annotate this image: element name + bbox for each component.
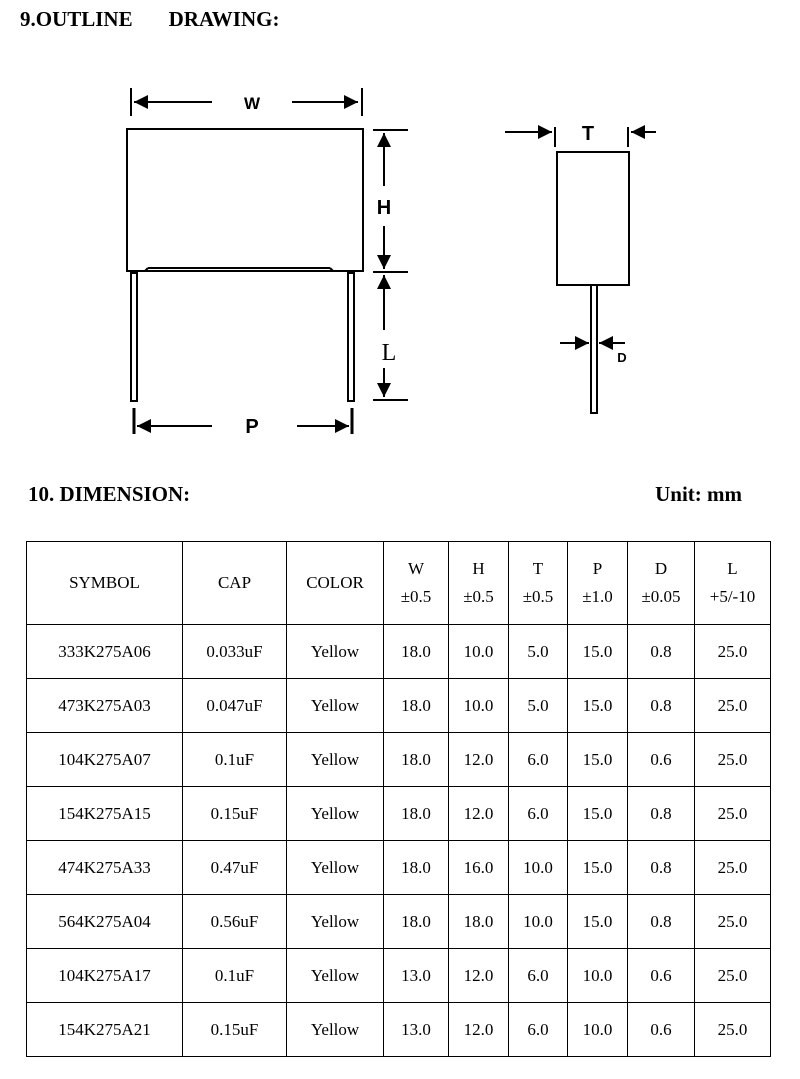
column-header-tolerance: ±1.0 [582,587,613,606]
table-row [27,733,771,787]
column-header-tolerance: ±0.5 [522,587,554,606]
table-cell: 10.0 [568,949,628,1003]
table-cell: 25.0 [695,787,771,841]
table-cell: 18.0 [384,679,449,733]
table-cell: 0.15uF [183,787,287,841]
table-row [27,625,771,679]
column-header-label: SYMBOL [69,573,140,592]
unit-label: Unit: mm [655,482,742,506]
dim-label-p: P [245,416,259,438]
column-header [384,542,449,625]
table-cell: 18.0 [384,733,449,787]
column-header [509,542,568,625]
column-header-label: D [654,559,668,578]
column-header-label: H [472,559,485,578]
table-cell: 18.0 [384,787,449,841]
table-cell: Yellow [287,679,384,733]
column-header-label: T [532,559,544,578]
table-cell: 0.6 [628,949,695,1003]
table-cell: 10.0 [568,1003,628,1057]
table-cell: 25.0 [695,949,771,1003]
column-header-tolerance: ±0.5 [400,587,432,606]
dim-label-l: L [381,340,397,366]
table-cell: 18.0 [384,895,449,949]
table-cell: 0.8 [628,841,695,895]
column-header-label: CAP [217,573,252,592]
table-cell: 0.6 [628,733,695,787]
table-cell: 12.0 [449,949,509,1003]
table-cell: 25.0 [695,679,771,733]
table-header-row [27,542,771,625]
column-header [695,542,771,625]
table-body [27,625,771,1057]
table-cell: 12.0 [449,787,509,841]
table-cell: Yellow [287,733,384,787]
table-cell: Yellow [287,1003,384,1057]
table-cell: 0.8 [628,895,695,949]
table-cell: 0.56uF [183,895,287,949]
outline-heading-word: DRAWING: [168,7,280,31]
table-cell: 104K275A07 [27,733,183,787]
front-view [127,88,408,434]
capacitor-body-front [127,129,363,271]
table-cell: 15.0 [568,625,628,679]
lead-right [348,273,354,401]
dim-label-d: D [617,350,627,365]
column-header [183,542,287,625]
column-header-label: COLOR [306,573,364,592]
table-cell: 10.0 [509,895,568,949]
table-cell: 6.0 [509,949,568,1003]
lead-side [591,285,597,413]
table-cell: 564K275A04 [27,895,183,949]
table-cell: 154K275A21 [27,1003,183,1057]
table-cell: 12.0 [449,1003,509,1057]
table-cell: 473K275A03 [27,679,183,733]
table-cell: 6.0 [509,1003,568,1057]
table-cell: 0.8 [628,625,695,679]
table-cell: 10.0 [449,625,509,679]
dim-label-h: H [376,197,392,219]
table-cell: 25.0 [695,1003,771,1057]
column-header [568,542,628,625]
table-cell: 5.0 [509,679,568,733]
table-cell: 0.8 [628,787,695,841]
table-cell: 15.0 [568,787,628,841]
table-cell: Yellow [287,787,384,841]
dimension-heading: 10. DIMENSION: [28,482,191,506]
table-row [27,679,771,733]
table-cell: 10.0 [509,841,568,895]
table-cell: 0.1uF [183,949,287,1003]
table-row [27,787,771,841]
table-cell: 13.0 [384,1003,449,1057]
column-header [27,542,183,625]
table-cell: 0.1uF [183,733,287,787]
table-cell: Yellow [287,625,384,679]
table-cell: Yellow [287,895,384,949]
table-cell: 333K275A06 [27,625,183,679]
table-cell: 0.6 [628,1003,695,1057]
table-cell: 13.0 [384,949,449,1003]
table-cell: 154K275A15 [27,787,183,841]
table-cell: 16.0 [449,841,509,895]
column-header-label: P [592,559,603,578]
table-row [27,949,771,1003]
column-header [628,542,695,625]
table-cell: 5.0 [509,625,568,679]
table-cell: 15.0 [568,679,628,733]
column-header-tolerance: ±0.5 [463,587,494,606]
table-cell: 0.8 [628,679,695,733]
table-cell: 474K275A33 [27,841,183,895]
outline-drawing [0,0,800,470]
side-view [505,127,656,413]
table-cell: 25.0 [695,733,771,787]
table-row [27,895,771,949]
column-header [287,542,384,625]
column-header-tolerance: ±0.05 [641,587,681,606]
table-cell: 25.0 [695,625,771,679]
table-cell: 18.0 [384,625,449,679]
column-header-label: L [727,559,738,578]
outline-heading-number: 9.OUTLINE [20,7,133,31]
table-cell: 25.0 [695,841,771,895]
column-header-tolerance: +5/-10 [709,587,756,606]
table-cell: 104K275A17 [27,949,183,1003]
table-cell: 6.0 [509,787,568,841]
table-cell: 15.0 [568,841,628,895]
table-cell: 12.0 [449,733,509,787]
table-cell: 15.0 [568,733,628,787]
table-cell: 6.0 [509,733,568,787]
dim-label-t: T [581,123,595,145]
table-cell: Yellow [287,841,384,895]
table-cell: Yellow [287,949,384,1003]
table-cell: 18.0 [384,841,449,895]
capacitor-body-side [557,152,629,285]
table-cell: 0.15uF [183,1003,287,1057]
dimension-table [26,541,771,1057]
table-row [27,1003,771,1057]
column-header [449,542,509,625]
lead-left [131,273,137,401]
table-cell: 10.0 [449,679,509,733]
table-cell: 0.033uF [183,625,287,679]
table-cell: 0.047uF [183,679,287,733]
table-row [27,841,771,895]
table-cell: 18.0 [449,895,509,949]
dim-label-w: W [243,94,261,113]
column-header-label: W [407,559,425,578]
table-cell: 25.0 [695,895,771,949]
table-cell: 15.0 [568,895,628,949]
table-cell: 0.47uF [183,841,287,895]
